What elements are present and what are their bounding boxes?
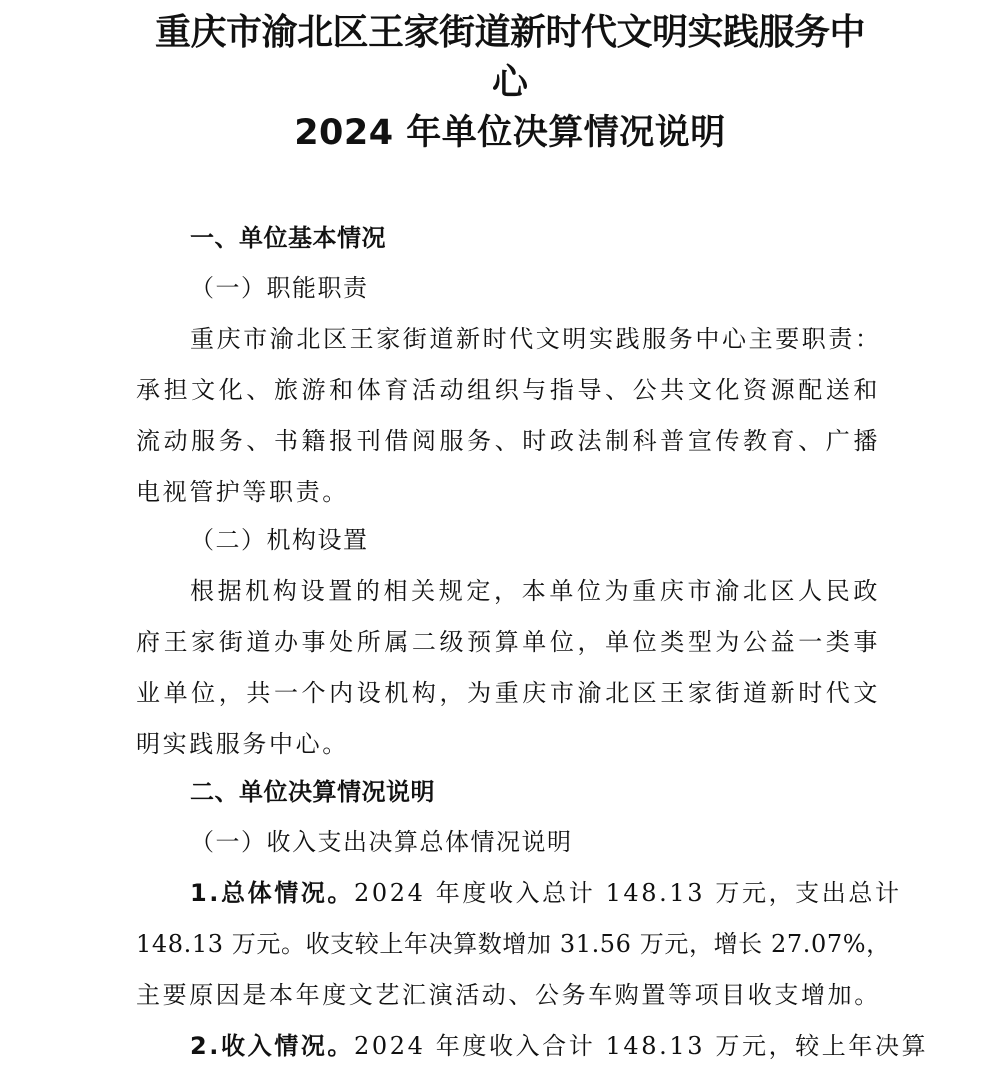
subheading-organization: （二）机构设置: [190, 526, 369, 554]
paragraph-lead-overall: 1.总体情况。: [190, 879, 355, 907]
paragraph-line: 148.13 万元。收支较上年决算数增加 31.56 万元，增长 27.07%，: [136, 930, 891, 958]
paragraph-line: 主要原因是本年度文艺汇演活动、公务车购置等项目收支增加。: [136, 981, 881, 1009]
paragraph-line: [190, 1029, 929, 1063]
section-heading-basic-info: 一、单位基本情况: [190, 224, 386, 252]
paragraph-text: 2024 年度收入总计 148.13 万元，支出总计: [354, 879, 902, 907]
paragraph-line: 电视管护等职责。: [136, 478, 349, 506]
paragraph-line: 府王家街道办事处所属二级预算单位，单位类型为公益一类事: [136, 628, 880, 656]
section-heading-final-accounts: 二、单位决算情况说明: [190, 778, 435, 806]
paragraph-line: 业单位，共一个内设机构，为重庆市渝北区王家街道新时代文: [136, 679, 880, 707]
subheading-functions: （一）职能职责: [190, 274, 369, 302]
document-title-line-1: 重庆市渝北区王家街道新时代文明实践服务中: [154, 12, 865, 53]
paragraph-line: [190, 876, 902, 910]
paragraph-text: 2024 年度收入合计 148.13 万元，较上年决算: [354, 1032, 929, 1060]
paragraph-line: 承担文化、旅游和体育活动组织与指导、公共文化资源配送和: [136, 376, 880, 404]
subheading-income-expenditure: （一）收入支出决算总体情况说明: [190, 828, 573, 856]
paragraph-line: 明实践服务中心。: [136, 730, 349, 758]
paragraph-line: 根据机构设置的相关规定，本单位为重庆市渝北区人民政: [190, 577, 880, 605]
document-title-line-2: 心: [491, 62, 528, 103]
paragraph-lead-income: 2.收入情况。: [190, 1032, 355, 1060]
document-title-line-3: 2024 年单位决算情况说明: [294, 113, 726, 153]
paragraph-line: 流动服务、书籍报刊借阅服务、时政法制科普宣传教育、广播: [136, 427, 880, 455]
paragraph-line: 重庆市渝北区王家街道新时代文明实践服务中心主要职责：: [190, 325, 882, 353]
